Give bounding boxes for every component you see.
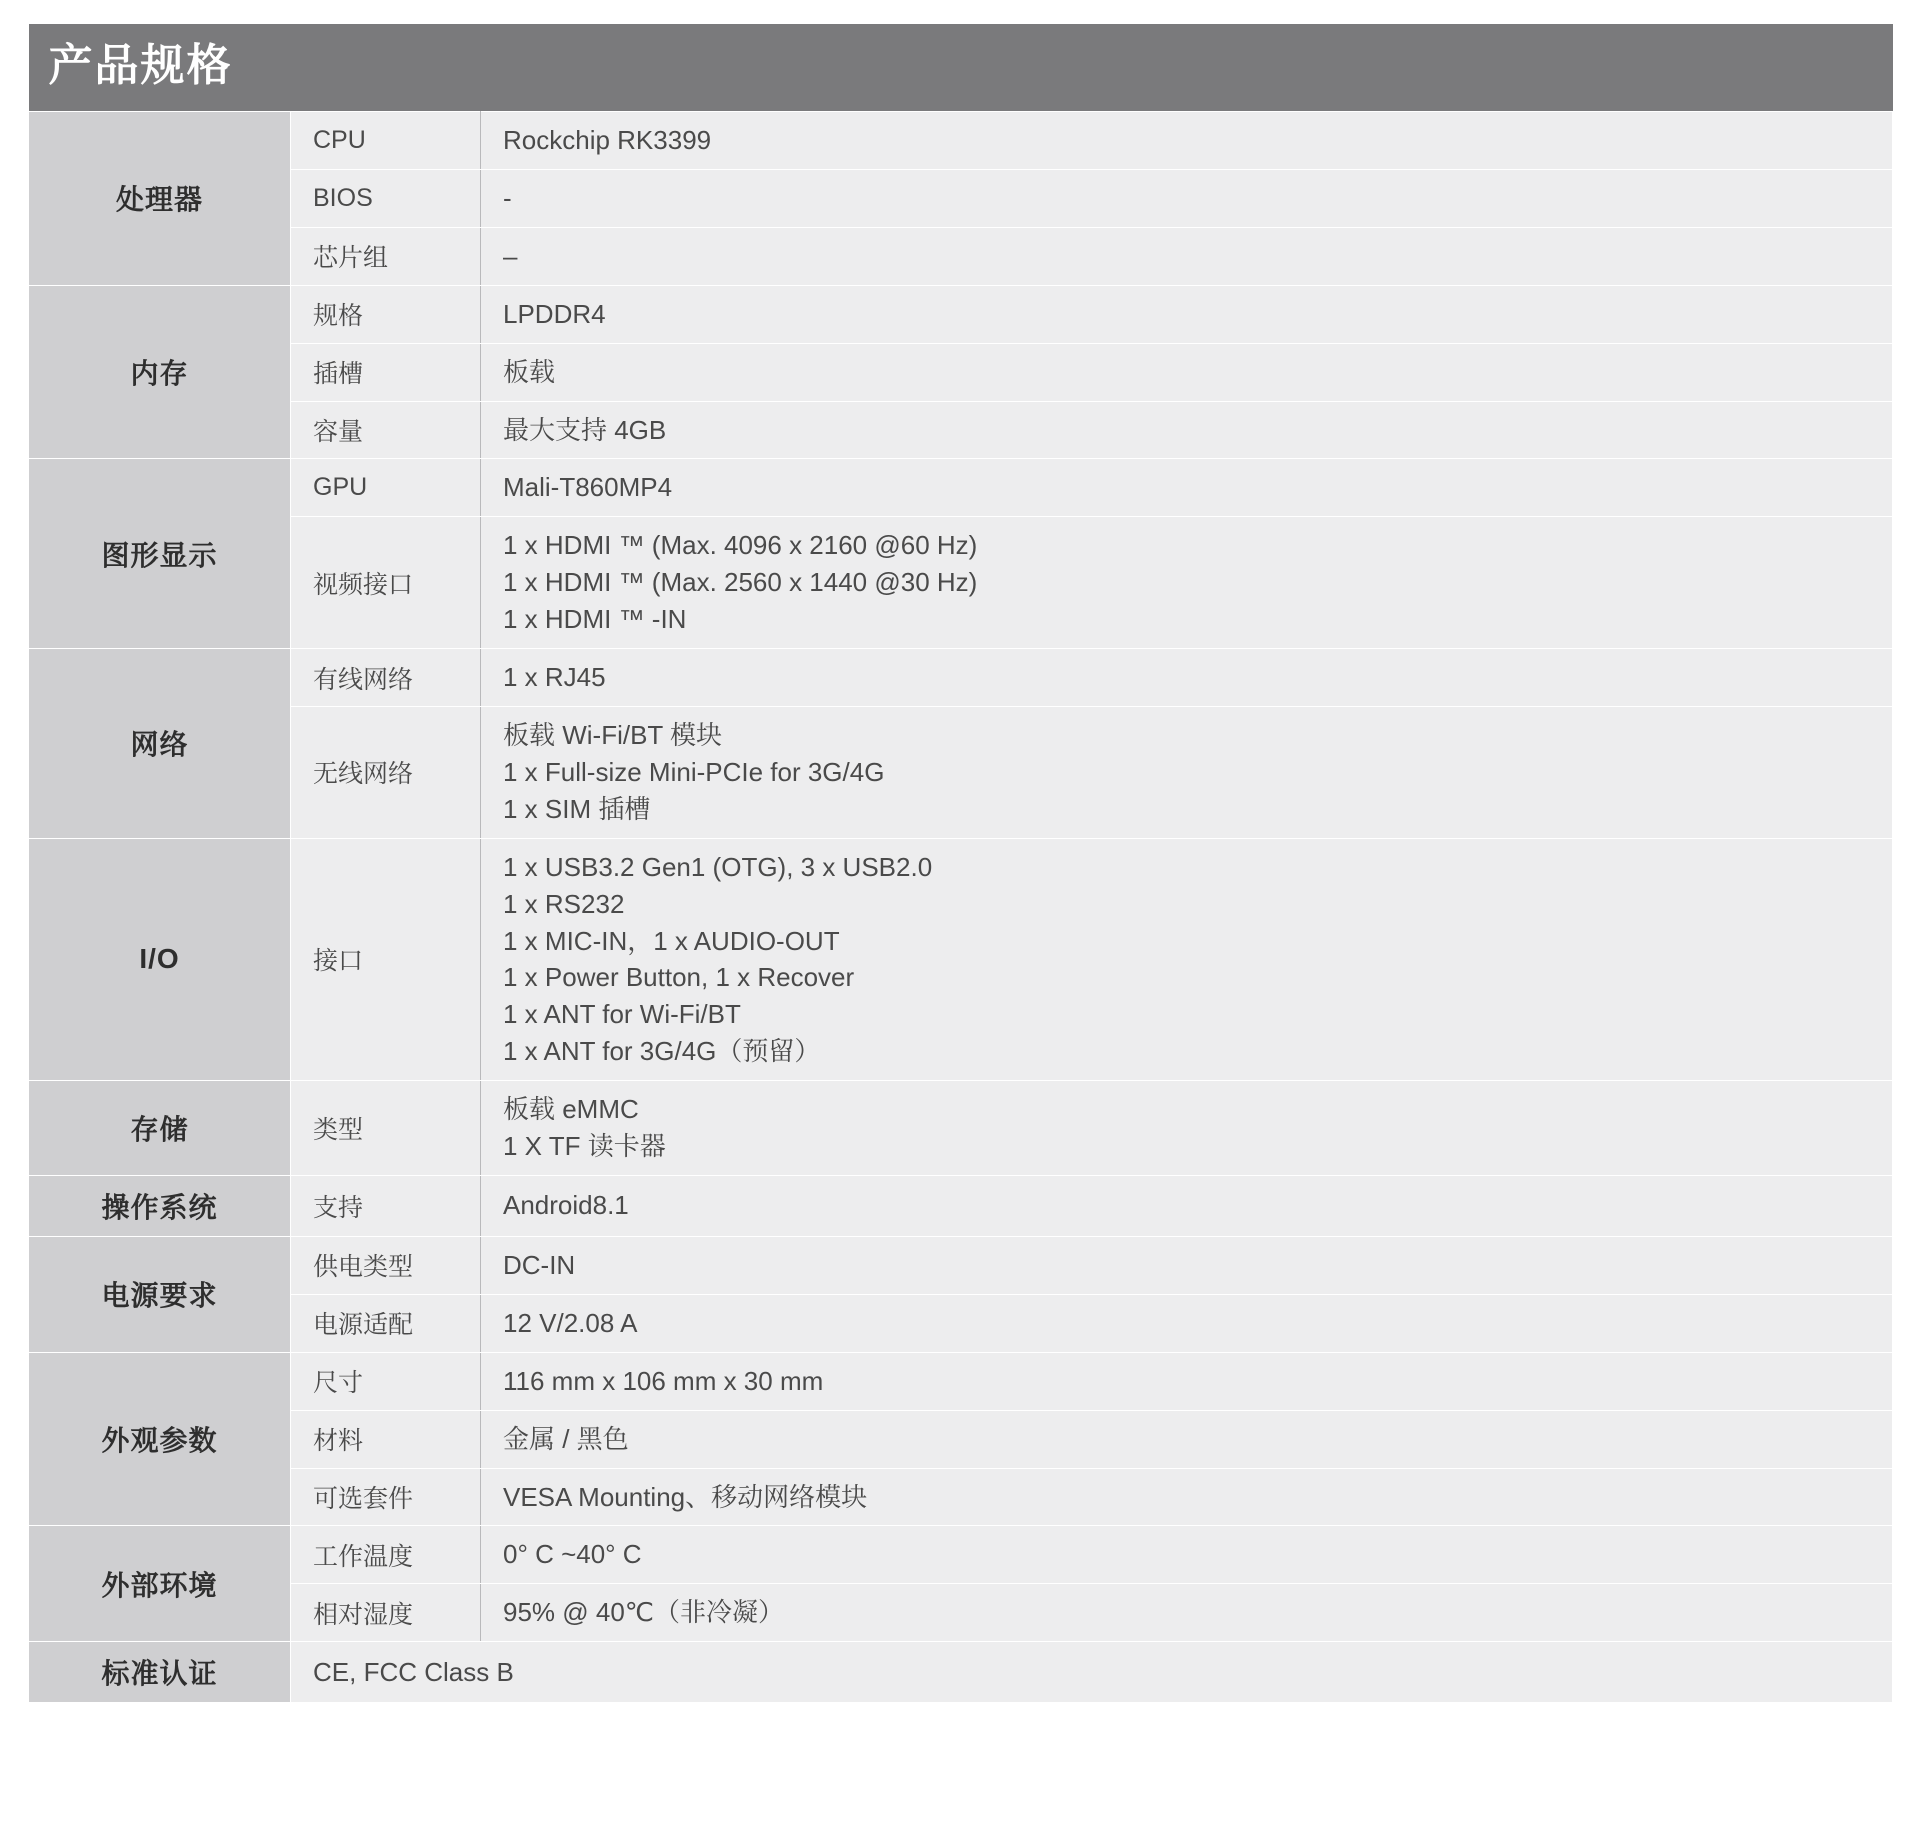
spec-value bbox=[481, 459, 1893, 517]
spec-row bbox=[29, 1410, 1893, 1468]
spec-category: 处理器 bbox=[29, 112, 291, 286]
spec-value bbox=[481, 1584, 1893, 1642]
spec-category: 网络 bbox=[29, 649, 291, 839]
spec-value-line: Mali-T860MP4 bbox=[503, 472, 673, 503]
spec-category: 电源要求 bbox=[29, 1236, 291, 1352]
spec-value-line: 1 x Power Button, 1 x Recover bbox=[503, 962, 855, 993]
spec-subcategory: 相对湿度 bbox=[291, 1584, 481, 1642]
spec-value bbox=[481, 1236, 1893, 1294]
spec-value bbox=[481, 1294, 1893, 1352]
spec-category: 图形显示 bbox=[29, 459, 291, 649]
spec-subcategory: 有线网络 bbox=[291, 649, 481, 707]
product-specification-table bbox=[28, 24, 1893, 1703]
spec-value-line: 116 mm x 106 mm x 30 mm bbox=[503, 1365, 824, 1396]
spec-subcategory: 材料 bbox=[291, 1410, 481, 1468]
spec-subcategory: 工作温度 bbox=[291, 1526, 481, 1584]
spec-subcategory: 供电类型 bbox=[291, 1236, 481, 1294]
spec-value-line: 1 x ANT for 3G/4G（预留） bbox=[503, 1036, 821, 1067]
spec-subcategory: GPU bbox=[291, 459, 481, 517]
certification-category: 标准认证 bbox=[29, 1642, 291, 1703]
spec-value bbox=[481, 401, 1893, 459]
spec-subcategory: 容量 bbox=[291, 401, 481, 459]
spec-value-line: - bbox=[503, 182, 512, 213]
spec-subcategory: 电源适配 bbox=[291, 1294, 481, 1352]
spec-subcategory: 接口 bbox=[291, 838, 481, 1080]
spec-value bbox=[481, 649, 1893, 707]
spec-row bbox=[29, 112, 1893, 170]
spec-value-line: 1 x SIM 插槽 bbox=[503, 793, 651, 824]
certification-row bbox=[29, 1642, 1893, 1703]
spec-value bbox=[481, 227, 1893, 285]
spec-row bbox=[29, 227, 1893, 285]
spec-row bbox=[29, 343, 1893, 401]
spec-value-line: 95% @ 40℃（非冷凝） bbox=[503, 1597, 784, 1628]
spec-row bbox=[29, 1352, 1893, 1410]
spec-category: 外部环境 bbox=[29, 1526, 291, 1642]
spec-value-line: 1 x RJ45 bbox=[503, 662, 606, 693]
spec-category: 操作系统 bbox=[29, 1175, 291, 1236]
spec-value-line: 板载 Wi-Fi/BT 模块 bbox=[503, 719, 723, 750]
spec-row bbox=[29, 517, 1893, 649]
spec-subcategory: CPU bbox=[291, 112, 481, 170]
spec-subcategory: 芯片组 bbox=[291, 227, 481, 285]
spec-value-line: VESA Mounting、移动网络模块 bbox=[503, 1481, 868, 1512]
spec-value-line: Rockchip RK3399 bbox=[503, 125, 712, 155]
spec-row bbox=[29, 1081, 1893, 1176]
spec-value-line: 1 x MIC-IN，1 x AUDIO-OUT bbox=[503, 925, 840, 956]
spec-value-line: 1 x ANT for Wi-Fi/BT bbox=[503, 999, 741, 1030]
spec-row bbox=[29, 1526, 1893, 1584]
spec-subcategory: 规格 bbox=[291, 285, 481, 343]
spec-row bbox=[29, 1584, 1893, 1642]
spec-value bbox=[481, 706, 1893, 838]
spec-row bbox=[29, 1468, 1893, 1526]
spec-value bbox=[481, 1410, 1893, 1468]
spec-value-line: 最大支持 4GB bbox=[503, 414, 667, 445]
spec-value bbox=[481, 838, 1893, 1080]
table-title-row bbox=[29, 24, 1893, 112]
spec-subcategory: 无线网络 bbox=[291, 706, 481, 838]
spec-value bbox=[481, 343, 1893, 401]
spec-value-line: 1 x HDMI ™ (Max. 2560 x 1440 @30 Hz) bbox=[503, 567, 978, 598]
spec-category: 存储 bbox=[29, 1081, 291, 1176]
spec-subcategory: 可选套件 bbox=[291, 1468, 481, 1526]
spec-value bbox=[481, 112, 1893, 170]
spec-subcategory: 支持 bbox=[291, 1175, 481, 1236]
spec-value-line: 板载 eMMC bbox=[503, 1094, 639, 1125]
spec-row bbox=[29, 401, 1893, 459]
spec-value-line: 1 X TF 读卡器 bbox=[503, 1131, 666, 1162]
spec-value-line: 12 V/2.08 A bbox=[503, 1307, 638, 1338]
spec-value bbox=[481, 1175, 1893, 1236]
spec-row bbox=[29, 1294, 1893, 1352]
spec-value-line: 1 x RS232 bbox=[503, 888, 625, 919]
spec-value bbox=[481, 1526, 1893, 1584]
certification-value: CE, FCC Class B bbox=[291, 1642, 1893, 1703]
spec-value bbox=[481, 1468, 1893, 1526]
spec-row bbox=[29, 169, 1893, 227]
spec-row bbox=[29, 285, 1893, 343]
spec-value-line: 板载 bbox=[503, 356, 556, 387]
spec-subcategory: 视频接口 bbox=[291, 517, 481, 649]
spec-value bbox=[481, 285, 1893, 343]
spec-value-line: Android8.1 bbox=[503, 1190, 629, 1221]
spec-subcategory: 尺寸 bbox=[291, 1352, 481, 1410]
spec-row bbox=[29, 706, 1893, 838]
spec-subcategory: BIOS bbox=[291, 169, 481, 227]
spec-row bbox=[29, 838, 1893, 1080]
spec-row bbox=[29, 459, 1893, 517]
spec-value-line: LPDDR4 bbox=[503, 298, 606, 329]
spec-value-line: 1 x Full-size Mini-PCIe for 3G/4G bbox=[503, 756, 885, 787]
spec-row bbox=[29, 1236, 1893, 1294]
spec-subcategory: 插槽 bbox=[291, 343, 481, 401]
spec-value bbox=[481, 1081, 1893, 1176]
spec-category: I/O bbox=[29, 838, 291, 1080]
spec-row bbox=[29, 1175, 1893, 1236]
spec-category: 外观参数 bbox=[29, 1352, 291, 1526]
spec-row bbox=[29, 649, 1893, 707]
spec-value-line: 金属 / 黑色 bbox=[503, 1423, 629, 1454]
spec-value bbox=[481, 1352, 1893, 1410]
page-title: 产品规格 bbox=[29, 24, 1893, 112]
spec-category: 内存 bbox=[29, 285, 291, 459]
spec-value-line: DC-IN bbox=[503, 1249, 576, 1280]
spec-subcategory: 类型 bbox=[291, 1081, 481, 1176]
spec-value-line: 1 x USB3.2 Gen1 (OTG), 3 x USB2.0 bbox=[503, 851, 933, 882]
spec-value-line: 1 x HDMI ™ (Max. 4096 x 2160 @60 Hz) bbox=[503, 530, 978, 561]
spec-value bbox=[481, 169, 1893, 227]
spec-value bbox=[481, 517, 1893, 649]
spec-value-line: 0° C ~40° C bbox=[503, 1539, 642, 1570]
spec-value-line: 1 x HDMI ™ -IN bbox=[503, 604, 687, 635]
spec-value-line: – bbox=[503, 240, 518, 271]
